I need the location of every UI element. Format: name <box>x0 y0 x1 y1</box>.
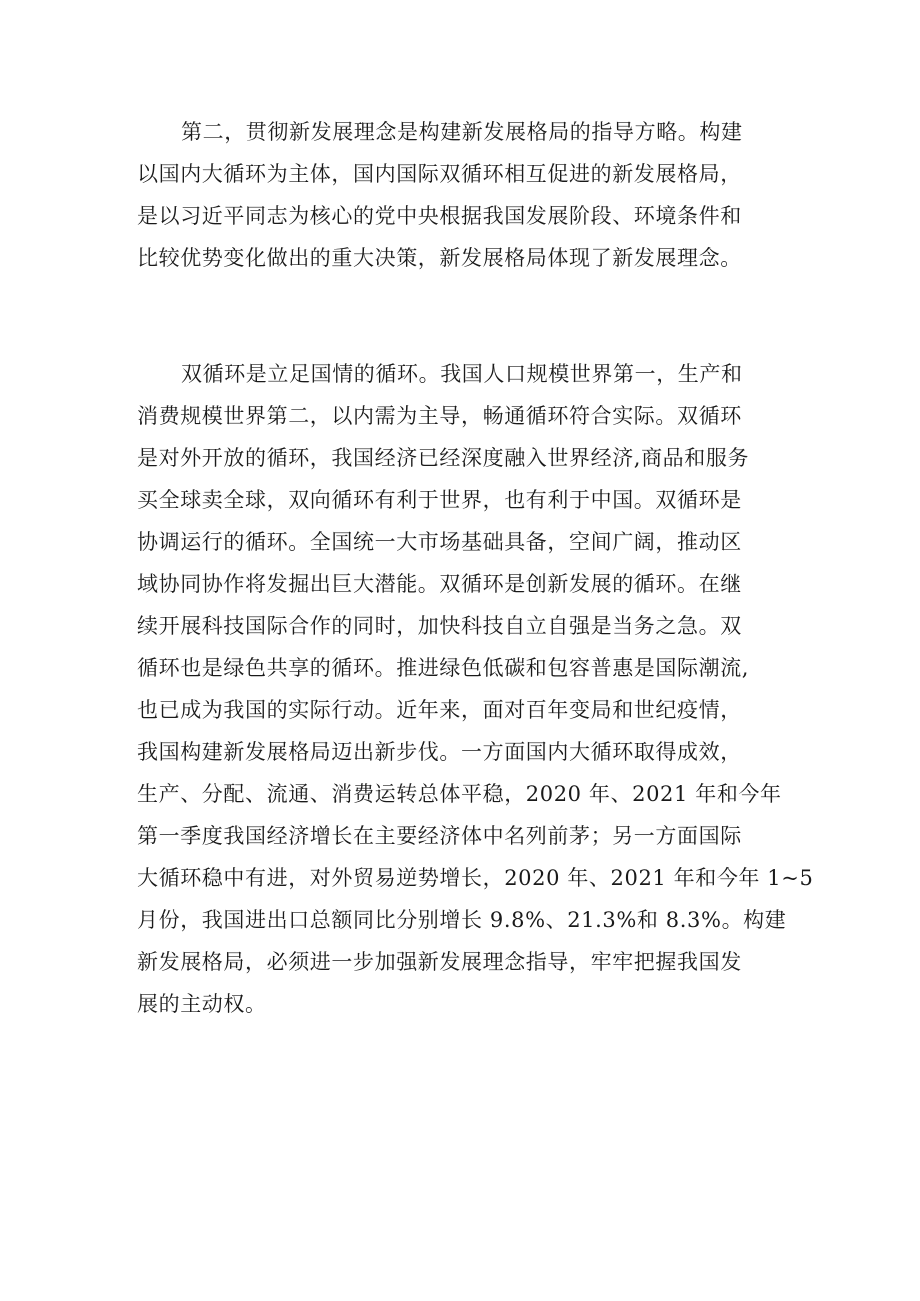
paragraph-line: 月份，我国进出口总额同比分别增长 9.8%、21.3%和 8.3%。构建 <box>137 908 787 932</box>
paragraph-line: 第二，贯彻新发展理念是构建新发展格局的指导方略。构建 <box>181 120 743 144</box>
paragraph-line: 比较优势变化做出的重大决策，新发展格局体现了新发展理念。 <box>137 246 742 270</box>
paragraph-line: 是以习近平同志为核心的党中央根据我国发展阶段、环境条件和 <box>137 204 742 228</box>
paragraph-line: 以国内大循环为主体，国内国际双循环相互促进的新发展格局， <box>137 162 742 186</box>
paragraph-line: 展的主动权。 <box>137 992 267 1016</box>
paragraph-1 <box>137 111 797 279</box>
paragraph-line: 也已成为我国的实际行动。近年来，面对百年变局和世纪疫情， <box>137 698 742 722</box>
paragraph-line: 双循环是立足国情的循环。我国人口规模世界第一，生产和 <box>181 362 743 386</box>
paragraph-line: 续开展科技国际合作的同时，加快科技自立自强是当务之急。双 <box>137 614 742 638</box>
paragraph-line: 大循环稳中有进，对外贸易逆势增长，2020 年、2021 年和今年 1~5 <box>137 866 814 890</box>
paragraph-line: 新发展格局，必须进一步加强新发展理念指导，牢牢把握我国发 <box>137 950 742 974</box>
paragraph-line: 我国构建新发展格局迈出新步伐。一方面国内大循环取得成效， <box>137 740 742 764</box>
paragraph-line: 买全球卖全球，双向循环有利于世界，也有利于中国。双循环是 <box>137 488 742 512</box>
paragraph-line: 第一季度我国经济增长在主要经济体中名列前茅；另一方面国际 <box>137 824 742 848</box>
paragraph-line: 域协同协作将发掘出巨大潜能。双循环是创新发展的循环。在继 <box>137 572 742 596</box>
paragraph-line: 循环也是绿色共享的循环。推进绿色低碳和包容普惠是国际潮流, <box>137 656 750 680</box>
paragraph-line: 是对外开放的循环，我国经济已经深度融入世界经济,商品和服务 <box>137 446 750 470</box>
paragraph-line: 生产、分配、流通、消费运转总体平稳，2020 年、2021 年和今年 <box>137 782 782 806</box>
paragraph-2 <box>137 353 814 1025</box>
paragraph-line: 消费规模世界第二，以内需为主导，畅通循环符合实际。双循环 <box>137 404 742 428</box>
paragraph-line: 协调运行的循环。全国统一大市场基础具备，空间广阔，推动区 <box>137 530 742 554</box>
